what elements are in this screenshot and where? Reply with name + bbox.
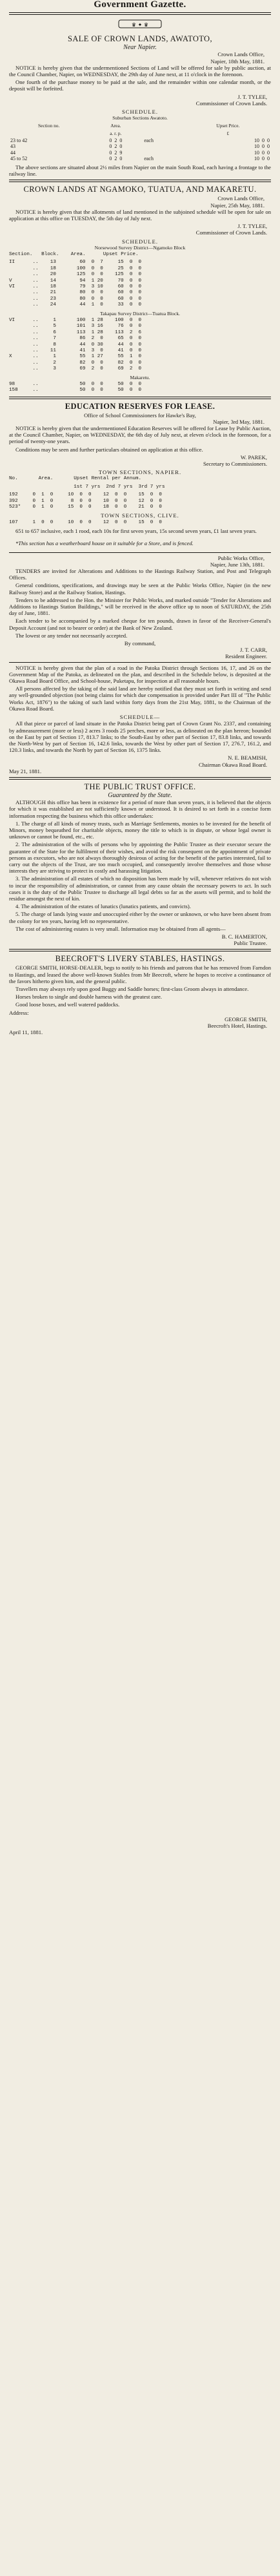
schedule-columns: Section. Block. Area. Upset Price. xyxy=(9,252,139,258)
notice-body: NOTICE is hereby given that the undermentioned Sections of Land will be offered for sale by public auction, at the Council Chamber, Napier, on WEDNESDAY, the 29th day of June next, at 11 o'clock in the forenoon. xyxy=(9,64,271,78)
schedule-rows xyxy=(9,318,271,373)
notice-subtitle: Guaranteed by the State. xyxy=(108,791,172,799)
notice-ngamoko xyxy=(9,185,271,393)
notice-awatoto xyxy=(9,34,271,177)
table-row: 523* 0 1 0 15 0 0 18 0 0 21 0 0 xyxy=(9,504,162,510)
schedule-table xyxy=(9,122,271,162)
column-header: Upset Price. xyxy=(216,123,240,129)
advert-body: Horses broken to single and double harness with the greatest care. xyxy=(15,993,162,1001)
notice-body: NOTICE is hereby given that the allotments of land mentioned in the subjoined schedule will be open for sale on application at this office on TUESDAY, the 5th day of July next. xyxy=(9,208,271,222)
table-row: 44 0 2 9 10 0 0 xyxy=(10,149,270,156)
column-header: Area. xyxy=(110,123,121,129)
table-row: 43 0 2 0 10 0 0 xyxy=(10,143,270,150)
svg-text:♛ ✦ ♛: ♛ ✦ ♛ xyxy=(131,22,149,28)
divider xyxy=(9,949,271,951)
table-row: .. 7 86 2 0 65 0 0 xyxy=(9,336,142,342)
schedule-note: 651 to 657 inclusive, each 1 rood, each 10s for first seven years, 15s second seven years, £1 last seven years. xyxy=(15,528,257,535)
table-row: .. 23 80 0 0 60 0 0 xyxy=(9,296,142,302)
date-line: May 21, 1881. xyxy=(9,767,42,774)
divider xyxy=(9,180,271,182)
notice-subtitle: Near Napier. xyxy=(123,44,157,52)
table-row: .. 3 69 2 0 69 2 0 xyxy=(9,366,142,372)
table-row: 45 to 52 0 2 0 each 10 0 0 xyxy=(10,156,270,162)
signature: B. C. HAMERTON, xyxy=(221,933,267,940)
schedule-columns: 1st 7 yrs 2nd 7 yrs 3rd 7 yrs xyxy=(9,484,165,490)
notice-body: TENDERS are invited for Alterations and Additions to the Hastings Railway Station, and Post and Telegraph Offices. xyxy=(9,568,271,581)
signature-role: Secretary to Commissioners. xyxy=(203,460,267,467)
divider xyxy=(9,662,271,663)
table-row: 107 1 0 0 10 0 0 12 0 0 15 0 0 xyxy=(9,519,162,525)
gazette-page xyxy=(0,0,280,1035)
notice-body: 2. The administration of the wills of persons who by appointing the Public Trustee as their executor secure the guarantee of the State for the fulfilment of their wishes, and avoid the risk consequent on the appointment of private persons as executors, who are not always thoroughly desirous of acting for the benefit of the parties interested, fail to carry out the objects of the Trust, are too much occupied, and consequently involve themselves and those whose interests they are striving to protect in costly and harassing litigation. xyxy=(9,841,271,875)
notice-body: The lowest or any tender not necessarily accepted. xyxy=(15,632,128,639)
advert-title: BEECROFT'S LIVERY STABLES, HASTINGS. xyxy=(55,954,225,964)
divider xyxy=(9,552,271,553)
signature-role: Public Trustee. xyxy=(234,940,267,947)
table-row: VI .. 1 100 1 28 100 0 0 xyxy=(9,317,142,323)
table-row: 158 .. 50 0 0 50 0 0 xyxy=(9,388,142,393)
royal-crest-icon xyxy=(9,17,271,33)
advert-livery-stables xyxy=(9,954,271,1035)
notice-title: CROWN LANDS AT NGAMOKO, TUATUA, AND MAKARETU. xyxy=(23,185,257,194)
notice-title: SALE OF CROWN LANDS, AWATOTO, xyxy=(67,34,213,44)
notice-body: General conditions, specifications, and drawings may be seen at the Public Works Office, Napier (in the new Railway Store) and at the Railway Station, Hastings. xyxy=(9,582,271,596)
advert-body: GEORGE SMITH, HORSE-DEALER, begs to notify to his friends and patrons that he has removed from Farndon to Hastings, and leased the above well-known Stables from Mr Beecroft, where he hopes to receive a continuance of the favors hitherto given him, and the general public. xyxy=(9,964,271,984)
date-line: Napier, June 13th, 1881. xyxy=(210,561,265,568)
notice-footer: The above sections are situated about 2½ miles from Napier on the main South Road, each having a frontage to the railway line. xyxy=(9,164,271,178)
address-label: Address: xyxy=(9,1009,29,1016)
notice-public-trust xyxy=(9,782,271,946)
signature: J. T. CARR, xyxy=(240,647,267,654)
schedule-rows xyxy=(9,382,271,394)
signature: N. E. BEAMISH, xyxy=(228,754,267,762)
notice-body: Conditions may be seen and further particulars obtained on application at this office. xyxy=(15,446,203,453)
footnote: *This section has a weatherboard house on it suitable for a Store, and is fenced. xyxy=(15,539,194,546)
column-units: £ xyxy=(226,130,230,137)
notice-body: 4. The administration of the estates of lunatics (lunatics patients, and convicts). xyxy=(15,903,191,910)
notice-public-works xyxy=(9,555,271,660)
table-row: 392 0 1 0 8 0 0 10 0 0 12 0 0 xyxy=(9,498,162,504)
notice-body: One fourth of the purchase money to be paid at the sale, and the remainder within one calendar month, or the deposit will be forfeited. xyxy=(9,79,271,92)
advert-body: Travellers may always rely upon good Buggy and Saddle horses; first-class Groom always in attendance. xyxy=(15,986,249,992)
signature: W. PAREK, xyxy=(240,453,267,461)
date-line: Napier, 18th May, 1881. xyxy=(210,57,265,65)
notice-body: 1. The charge of all kinds of money trusts, such as Marriage Settlements, monies to be invested for the benefit of Minors, money bequeathed for charitable objects, money the title to which is in dispute, or whose legal owner is unknown or cannot be found, etc., etc. xyxy=(9,820,271,840)
notice-body: 3. The administration of all estates of which no disposition has been made by will, whenever relatives do not wish to incur the responsibility of administration, or cannot from any cause obtain the necessary powers to act. In such cases it is the duty of the Public Trustee to discharge all legal debts so far as the assets will permit, and to hold the residue amongst the next of kin. xyxy=(9,875,271,902)
signature-role: Resident Engineer. xyxy=(225,653,267,660)
schedule-title: SCHEDULE. xyxy=(121,109,159,116)
notice-okawa-road xyxy=(9,665,271,774)
notice-body: The cost of administering estates is very small. Information may be obtained from all agents— xyxy=(15,925,226,932)
notice-body: Each tender to be accompanied by a marked cheque for ten pounds, drawn in favor of the Receiver-General's Deposit Account (and not to bearer or order) at the Bank of New Zealand. xyxy=(9,618,271,631)
office-line: Crown Lands Office, xyxy=(217,51,265,58)
schedule-rows xyxy=(9,260,271,308)
divider xyxy=(9,12,271,15)
table-row: .. 18 100 0 0 25 0 0 xyxy=(9,265,142,271)
table-row: II .. 13 60 0 7 15 0 0 xyxy=(9,260,142,265)
divider xyxy=(9,777,271,780)
table-row: .. 11 41 3 0 41 0 0 xyxy=(9,348,142,353)
advert-body: Good loose boxes, and well watered paddocks. xyxy=(15,1001,120,1008)
office-line: Public Works Office, xyxy=(217,554,265,561)
notice-title: EDUCATION RESERVES FOR LEASE. xyxy=(65,401,215,411)
table-row: VI .. 18 79 3 10 60 0 0 xyxy=(9,284,142,290)
schedule-title: TOWN SECTIONS, CLIVE. xyxy=(101,512,179,519)
schedule-subtitle: Norsewood Survey District—Ngamoko Block xyxy=(94,244,186,251)
schedule-subtitle: Makaretu. xyxy=(130,374,150,380)
table-row: 192 0 1 0 10 0 0 12 0 0 15 0 0 xyxy=(9,492,162,498)
office-line: Office of School Commissioners for Hawke's Bay, xyxy=(84,411,196,419)
date-line: Napier, 3rd May, 1881. xyxy=(213,418,265,425)
signature-role: Commissioner of Crown Lands. xyxy=(195,99,267,107)
table-row: .. 6 113 1 28 113 2 6 xyxy=(9,329,142,335)
date-line: April 11, 1881. xyxy=(9,1029,43,1036)
notice-body: 5. The charge of lands lying waste and unoccupied either by the owner or unknown, or who have been absent from the colony for ten years, having left no representative. xyxy=(9,911,271,924)
signature-role: Commissioner of Crown Lands. xyxy=(195,229,267,236)
date-line: Napier, 25th May, 1881. xyxy=(210,202,265,209)
schedule-title: SCHEDULE— xyxy=(119,714,161,721)
notice-body: NOTICE is hereby given that the undermentioned Education Reserves will be offered for Lease by Public Auction, at the Council Chamber, Napier, on WEDNESDAY, the 6th day of July next, at eleven o'clock in the forenoon, for a period of twenty-one years. xyxy=(9,424,271,445)
signature: J. T. TYLEE, xyxy=(237,93,267,100)
notice-body: ALTHOUGH this office has been in existence for a period of more than seven years, it is believed that the objects for which it was established are not sufficiently known or understood. It is desired to set forth in a concise form information respecting the business which this office undertakes: xyxy=(9,799,271,819)
schedule-subtitle: Takapau Survey District—Tuatua Block. xyxy=(99,310,181,317)
schedule-title: SCHEDULE. xyxy=(121,238,159,245)
signature-role: Beecroft's Hotel, Hastings. xyxy=(207,1023,267,1030)
signature-role: Chairman Okawa Road Board. xyxy=(199,761,267,768)
table-row: .. 20 125 0 0 125 0 0 xyxy=(9,272,142,278)
schedule-subtitle: Suburban Sections Awatoto. xyxy=(112,115,168,121)
table-row: .. 2 82 0 0 82 0 0 xyxy=(9,360,142,366)
signature: J. T. TYLEE, xyxy=(237,223,267,230)
table-row: 98 .. 50 0 0 50 0 0 xyxy=(9,381,142,387)
table-row: V .. 14 94 1 20 70 0 0 xyxy=(9,278,142,284)
schedule-rows xyxy=(9,520,271,526)
divider xyxy=(9,397,271,399)
signature: GEORGE SMITH, xyxy=(225,1015,267,1023)
notice-title: THE PUBLIC TRUST OFFICE. xyxy=(84,782,196,791)
masthead-title: Government Gazette. xyxy=(94,0,186,10)
table-row: .. 24 44 1 0 33 0 0 xyxy=(9,302,142,308)
by-command: By command, xyxy=(124,640,156,647)
schedule-body: All that piece or parcel of land situate in the Patoka District being part of Crown Grant No. 2337, and containing by admeasurement (more or less) 2 acres 3 roods 25 perches, more or less, as delineated on the plan hereon; bounded on the East by part of Section 17, 813.7 links; to the South-East by other part of Section 17, 83.8 links, and towards the North-West by part of Section 16, 142.6 links, towards the West by other part of Section 17, 276.7, 161.2, and 120.3 links, and towards the North by part of Section 16, 1375 links. xyxy=(9,720,271,754)
table-row: .. 8 44 0 30 44 0 0 xyxy=(9,342,142,348)
notice-body: All persons affected by the taking of the said land are hereby notified that they must set forth in writing and send any well-grounded objection (not being claims for which due compensation is provided under Part III of "The Public Works Act, 1876") to the taking of such land within forty days from the 21st May, 1881, to the Chairman of the Okawa Road Board. xyxy=(9,685,271,712)
table-row: .. 21 80 0 0 60 0 0 xyxy=(9,290,142,296)
schedule-columns: No. Area. Upset Rental per Annum. xyxy=(9,476,142,482)
table-row: .. 5 101 3 16 76 0 0 xyxy=(9,324,142,329)
notice-body: Tenders to be addressed to the Hon. the Minister for Public Works, and marked outside "Tender for Alterations and Additions to Hastings Station Buildings," will be received in the above office up to noon of SATURDAY, the 25th day of June, 1881. xyxy=(9,596,271,617)
schedule-title: TOWN SECTIONS, NAPIER. xyxy=(98,469,182,476)
schedule-rows xyxy=(9,492,271,510)
table-row: 23 to 42 0 2 0 each 10 0 0 xyxy=(10,137,270,143)
notice-body: NOTICE is hereby given that the plan of a road in the Patoka District through Sections 16, 17, and 26 on the Government Map of the Patoka, as delineated on the plan, and described in the Schedule below, is deposited at the Okawa Road Board Office, and School-house, Puketapu, for inspection at all reasonable hours. xyxy=(9,664,271,685)
column-units: a. r. p. xyxy=(110,130,122,137)
office-line: Crown Lands Office, xyxy=(217,195,265,202)
column-header: Section no. xyxy=(38,123,60,129)
table-row: X .. 1 55 1 27 55 1 0 xyxy=(9,354,142,360)
notice-education-reserves xyxy=(9,402,271,546)
